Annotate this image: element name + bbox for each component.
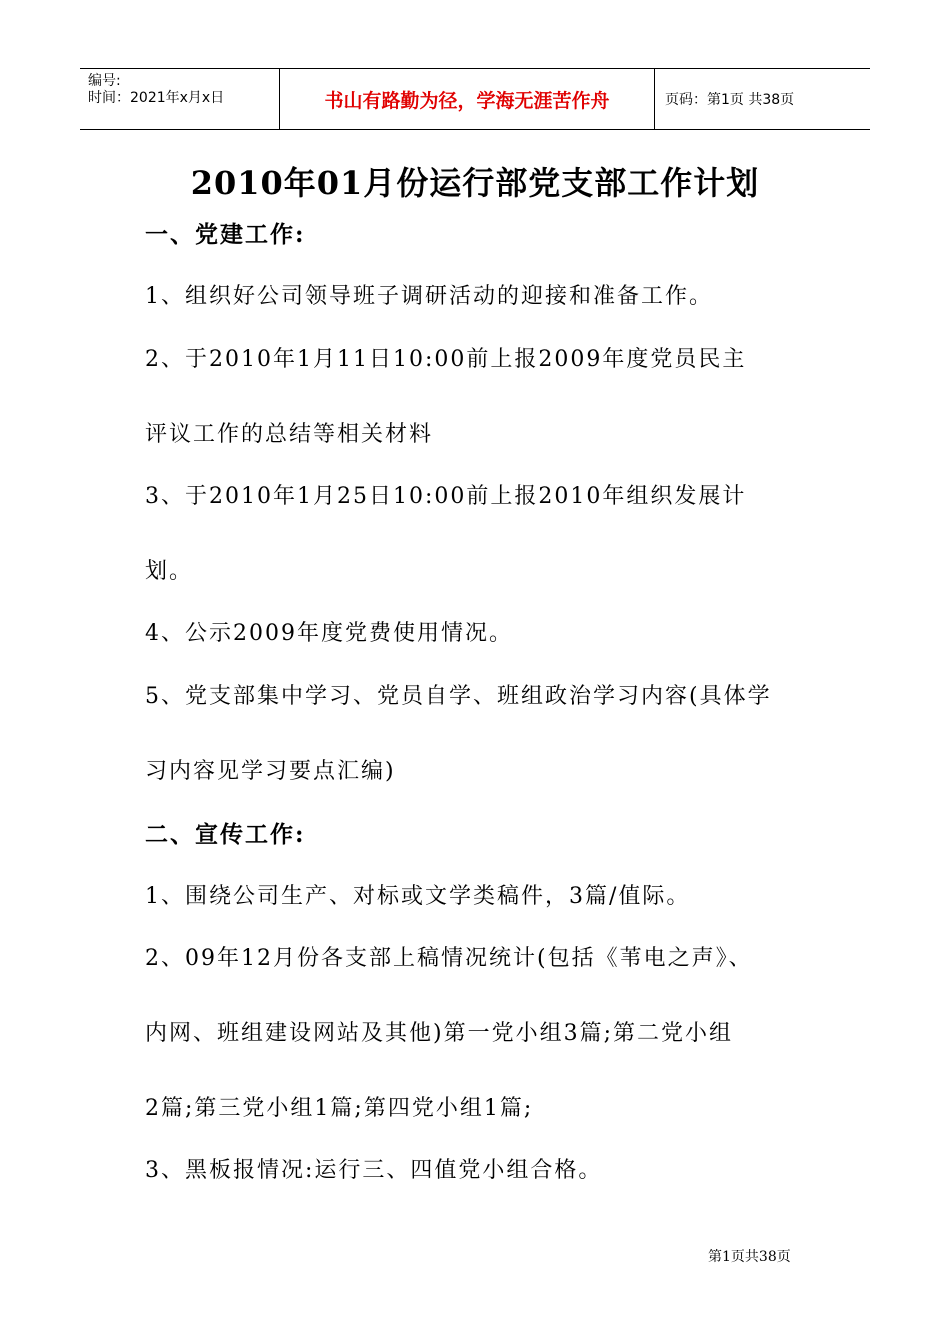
- page-footer: 第1页共38页: [708, 1249, 791, 1265]
- paragraph-line: 2篇;第三党小组1篇;第四党小组1篇;: [145, 1096, 534, 1121]
- paragraph-line: 3、于2010年1月25日10:00前上报2010年组织发展计: [145, 484, 747, 509]
- page-header: [80, 68, 870, 130]
- paragraph-line: 评议工作的总结等相关材料: [145, 422, 434, 447]
- paragraph-line: 划。: [145, 559, 194, 584]
- paragraph-line: 5、党支部集中学习、党员自学、班组政治学习内容(具体学: [145, 684, 772, 709]
- paragraph-line: 2、于2010年1月11日10:00前上报2009年度党员民主: [145, 347, 747, 372]
- header-page-info: 页码：第1页 共38页: [665, 92, 795, 108]
- time-label: 时间：2021年x月x日: [88, 90, 225, 106]
- paragraph-line: 3、黑板报情况:运行三、四值党小组合格。: [145, 1158, 603, 1183]
- header-motto: 书山有路勤为径，学海无涯苦作舟: [280, 69, 655, 129]
- paragraph-line: 习内容见学习要点汇编): [145, 759, 396, 784]
- code-label: 编号:: [88, 73, 121, 89]
- paragraph-line: 1、组织好公司领导班子调研活动的迎接和准备工作。: [145, 284, 713, 309]
- section-heading-party-building: 一、党建工作:: [145, 221, 306, 248]
- paragraph-line: 1、围绕公司生产、对标或文学类稿件，3篇/值际。: [145, 884, 691, 909]
- paragraph-line: 内网、班组建设网站及其他)第一党小组3篇;第二党小组: [145, 1021, 733, 1046]
- paragraph-line: 2、09年12月份各支部上稿情况统计(包括《苇电之声》、: [145, 946, 753, 971]
- document-title: 2010年01月份运行部党支部工作计划: [190, 164, 760, 202]
- header-meta: [80, 69, 280, 129]
- paragraph-line: 4、公示2009年度党费使用情况。: [145, 621, 513, 646]
- section-heading-publicity: 二、宣传工作:: [145, 821, 306, 848]
